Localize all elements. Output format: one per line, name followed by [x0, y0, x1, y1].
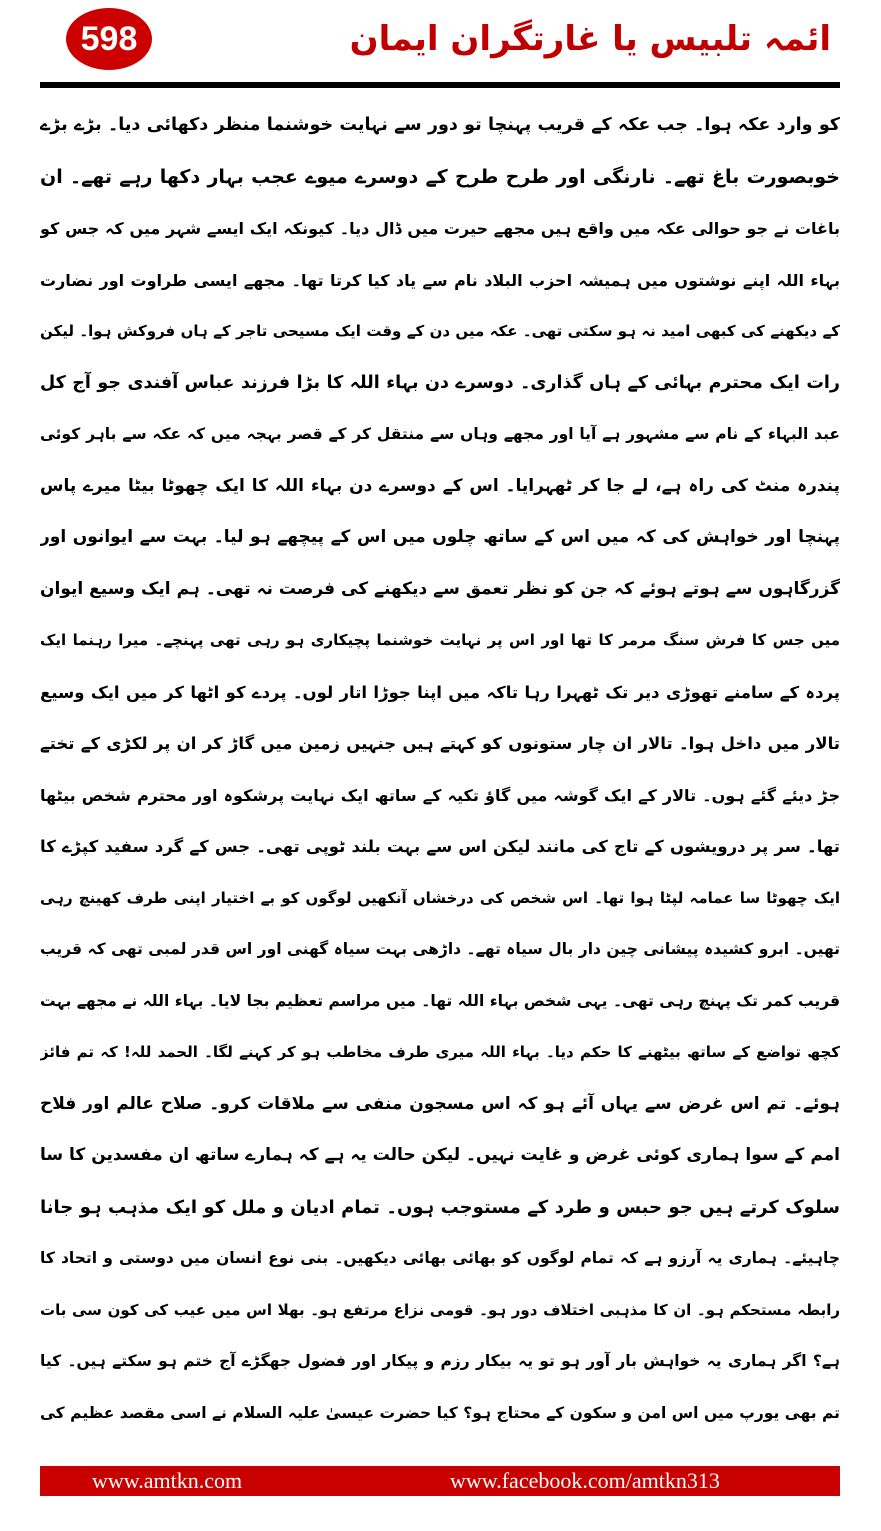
text-line: قریب کمر تک پہنچ رہی تھی۔ یہی شخص بہاء اللہ تھا۔ میں مراسم تعظیم بجا لایا۔ بہاء اللہ نے مجھے بہت: [40, 991, 840, 1010]
text-line: میں جس کا فرش سنگ مرمر کا تھا اور اس پر نہایت خوشنما پچیکاری ہو رہی تھی پہنچے۔ میرا رہنما ایک: [40, 631, 840, 649]
text-line: رابطہ مستحکم ہو۔ ان کا مذہبی اختلاف دور ہو۔ قومی نزاع مرتفع ہو۔ بھلا اس میں عیب کی کون سی بات: [40, 1300, 840, 1319]
text-line: ہوئے۔ تم اس غرض سے یہاں آئے ہو کہ اس مسجون منفی سے ملاقات کرو۔ صلاح عالم اور فلاح: [40, 1093, 840, 1114]
text-line: تھیں۔ ابرو کشیدہ پیشانی چین دار بال سیاہ تھے۔ داڑھی بہت سیاہ گھنی اور اس قدر لمبی تھی کہ قریب: [40, 940, 840, 958]
book-title: ائمہ تلبیس یا غارتگران ایمان: [349, 19, 831, 59]
text-line: رات ایک محترم بہائی کے ہاں گذاری۔ دوسرے دن بہاء اللہ کا بڑا فرزند عباس آفندی جو آج کل: [40, 372, 840, 393]
text-line: گزرگاہوں سے ہوتے ہوئے کہ جن کو نظر تعمق سے دیکھنے کی فرصت نہ تھی۔ ہم ایک وسیع ایوان: [40, 578, 840, 599]
text-line: کو وارد عکہ ہوا۔ جب عکہ کے قریب پہنچا تو دور سے نہایت خوشنما منظر دکھائی دیا۔ بڑے بڑے: [40, 115, 840, 135]
text-line: امم کے سوا ہماری کوئی غرض و غایت نہیں۔ لیکن حالت یہ ہے کہ ہمارے ساتھ ان مفسدین کا سا: [40, 1145, 840, 1165]
text-line: چاہیئے۔ ہماری یہ آرزو ہے کہ تمام لوگوں کو بھائی بھائی دیکھیں۔ بنی نوع انسان میں دوستی و اتحاد کا: [40, 1249, 840, 1267]
text-line: پہنچا اور خواہش کی کہ میں اس کے ساتھ چلوں میں اس کے پیچھے ہو لیا۔ بہت سے ایوانوں اور: [40, 527, 840, 547]
page-number-badge: 598: [66, 8, 152, 70]
page-body-text: [40, 100, 840, 1439]
footer-bar: [40, 1466, 840, 1496]
text-line: باغات نے جو حوالی عکہ میں واقع ہیں مجھے حیرت میں ڈال دیا۔ کیونکہ ایک ایسے شہر میں کہ جس کو: [40, 219, 840, 238]
header-divider: [40, 82, 840, 88]
text-line: بہاء اللہ اپنے نوشتوں میں ہمیشہ احزب البلاد نام سے یاد کیا کرتا تھا۔ مجھے ایسی طراوت اور نضارت: [40, 270, 840, 290]
text-line: پردہ کے سامنے تھوڑی دیر تک ٹھہرا رہا تاکہ میں اپنا جوڑا اتار لوں۔ پردے کو اٹھا کر میں ایک وسیع: [40, 682, 840, 702]
text-line: تالار میں داخل ہوا۔ تالار ان چار ستونوں کو کہتے ہیں جنہیں زمین میں گاڑ کر ان پر لکڑی کے تختے: [40, 734, 840, 753]
footer-facebook-link[interactable]: www.facebook.com/amtkn313: [450, 1468, 720, 1493]
text-line: سلوک کرتے ہیں جو حبس و طرد کے مستوجب ہوں۔ تمام ادیان و ملل کو ایک مذہب ہو جانا: [40, 1196, 840, 1218]
text-line: کچھ تواضع کے ساتھ بیٹھنے کا حکم دیا۔ بہاء اللہ میری طرف مخاطب ہو کر کہنے لگا۔ الحمد للہ! کہ تم فائز: [40, 1043, 840, 1061]
text-line: تھا۔ سر پر درویشوں کے تاج کی مانند لیکن اس سے بہت بلند ٹوپی تھی۔ جس کے گرد سفید کپڑے کا: [40, 837, 840, 856]
text-line: کے دیکھنے کی کبھی امید نہ ہو سکتی تھی۔ عکہ میں دن کے وقت ایک مسیحی تاجر کے ہاں فروکش ہوا۔ لیکن: [40, 322, 840, 340]
text-line: ایک چھوٹا سا عمامہ لپٹا ہوا تھا۔ اس شخص کی درخشاں آنکھیں لوگوں کو بے اختیار اپنی طرف کھینچ رہی: [40, 888, 840, 907]
text-line: خوبصورت باغ تھے۔ نارنگی اور طرح طرح کے دوسرے میوے عجب بہار دکھا رہے تھے۔ ان: [40, 165, 840, 188]
text-line: ہے؟ اگر ہماری یہ خواہش بار آور ہو تو یہ بیکار رزم و پیکار اور فضول جھگڑے آج ختم ہو سکتے ہیں۔ کیا: [40, 1352, 840, 1370]
text-line: جڑ دیئے گئے ہوں۔ تالار کے ایک گوشہ میں گاؤ تکیہ کے ساتھ ایک نہایت پرشکوہ اور محترم شخص بیٹھا: [40, 785, 840, 805]
text-line: عبد البہاء کے نام سے مشہور ہے آیا اور مجھے وہاں سے منتقل کر کے قصر بہجہ میں کہ عکہ سے باہر کوئی: [40, 425, 840, 443]
text-line: پندرہ منٹ کی راہ ہے، لے جا کر ٹھہرایا۔ اس کے دوسرے دن بہاء اللہ کا ایک چھوٹا بیٹا میرے پاس: [40, 475, 840, 496]
text-line: تم بھی یورپ میں اس امن و سکون کے محتاج ہو؟ کیا حضرت عیسیٰ علیہ السلام نے اسی مقصد عظیم کی: [40, 1403, 840, 1422]
footer-website-link[interactable]: www.amtkn.com: [92, 1468, 243, 1493]
